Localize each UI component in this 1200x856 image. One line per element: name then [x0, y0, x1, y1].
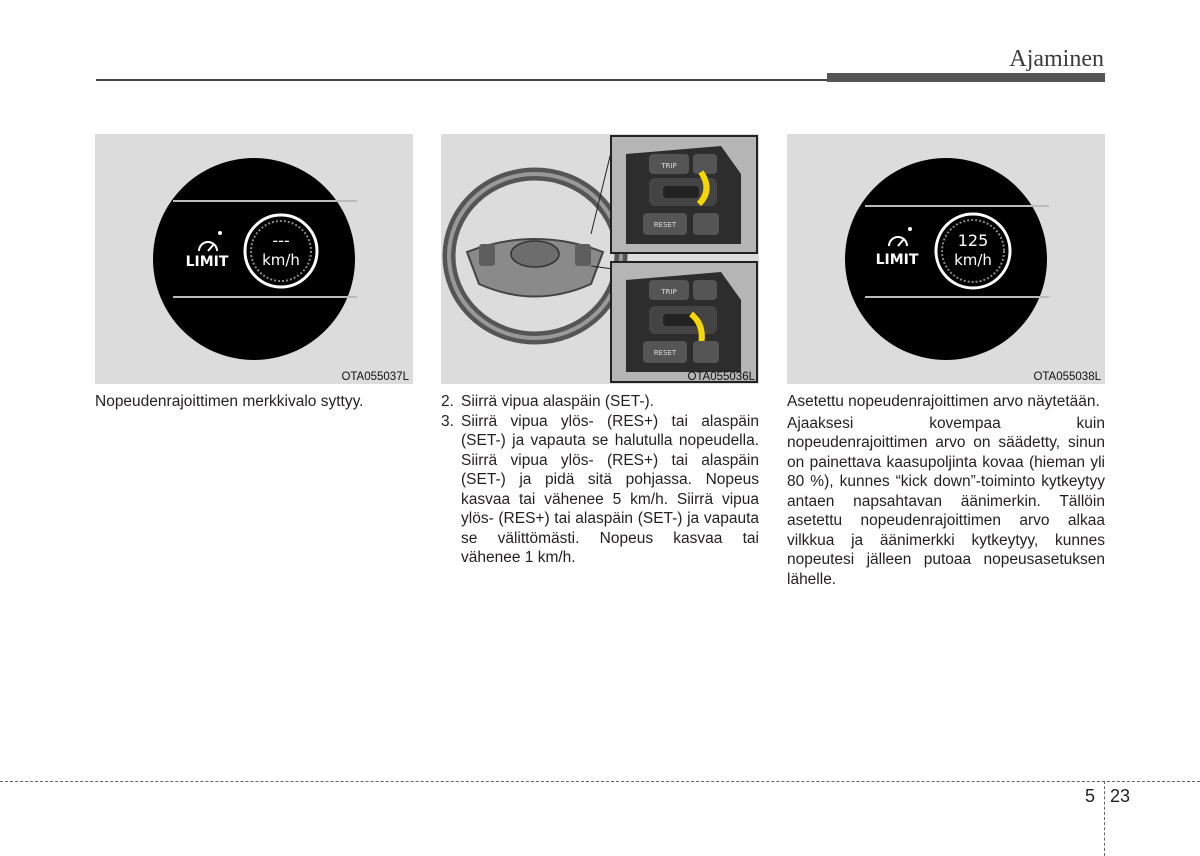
figure-limit-display-off	[95, 134, 413, 384]
paragraph: Nopeudenrajoittimen merkkivalo syttyy.	[95, 393, 364, 410]
trip-button-label: TRIP	[661, 162, 677, 170]
step-number: 2.	[441, 393, 454, 410]
paragraph: Asetettu nopeudenrajoittimen arvo näytetään.	[787, 393, 1100, 410]
steering-wheel-image	[441, 134, 759, 384]
cluster-display-image	[95, 134, 413, 384]
step-list	[441, 392, 759, 568]
limit-label: LIMIT	[875, 252, 919, 268]
footer-divider	[0, 781, 1200, 782]
speed-value: 125	[957, 231, 989, 250]
column-3	[787, 392, 1105, 591]
column-1	[95, 392, 413, 414]
chapter-number: 5	[1085, 786, 1096, 806]
speed-value: ---	[272, 231, 290, 250]
figure-limit-display-set	[787, 134, 1105, 384]
paragraph: Ajaaksesi kovempaa kuin nopeudenrajoittimen arvo on säädetty, sinun on painettava kaasupoljinta kovaa (hieman yli 80 %), kunnes “kick down”-toiminto kytkeytyy antaen napsahtavan äänimerkin. Tällöin asetettu nopeudenrajoittimen arvo alkaa vilkkua ja äänimerkki kytkeytyy, kunnes nopeutesi jälleen putoaa nopeusasetuksen lähelle.	[787, 414, 1105, 588]
page-number: 23	[1110, 786, 1131, 806]
list-item	[441, 412, 759, 568]
step-text: Siirrä vipua alaspäin (SET-).	[461, 393, 654, 410]
cluster-display-image	[787, 134, 1105, 384]
column-2	[441, 392, 759, 568]
figure-label: OTA055036L	[687, 371, 755, 383]
control-inset-bottom	[611, 262, 757, 382]
footer-divider-vertical	[1104, 781, 1105, 856]
reset-button-label: RESET	[653, 349, 677, 357]
trip-button-label: TRIP	[661, 288, 677, 296]
header-rule-bar	[827, 73, 1105, 82]
step-number: 3.	[441, 412, 454, 430]
speed-unit: km/h	[954, 251, 992, 269]
control-inset-top	[611, 136, 757, 253]
limit-label: LIMIT	[185, 254, 229, 270]
speed-unit: km/h	[262, 251, 300, 269]
figure-label: OTA055038L	[1033, 371, 1101, 383]
list-item	[441, 392, 759, 412]
section-title: Ajaminen	[1009, 46, 1104, 72]
header-rule	[96, 79, 831, 81]
step-text: Siirrä vipua ylös- (RES+) tai alaspäin (SET-) ja vapauta se halutulla nopeudella. Siirrä vipua ylös- (RES+) tai alaspäin (SET-) ja pidä sitä pohjassa. Nopeus kasvaa tai vähenee 5 km/h. Siirrä vipua ylös- (RES+) tai alaspäin (SET-) ja vapauta se välittömästi. Nopeus kasvaa tai vähenee 1 km/h.	[461, 412, 759, 566]
reset-button-label: RESET	[653, 221, 677, 229]
figure-label: OTA055037L	[341, 371, 409, 383]
figure-steering-wheel	[441, 134, 759, 384]
